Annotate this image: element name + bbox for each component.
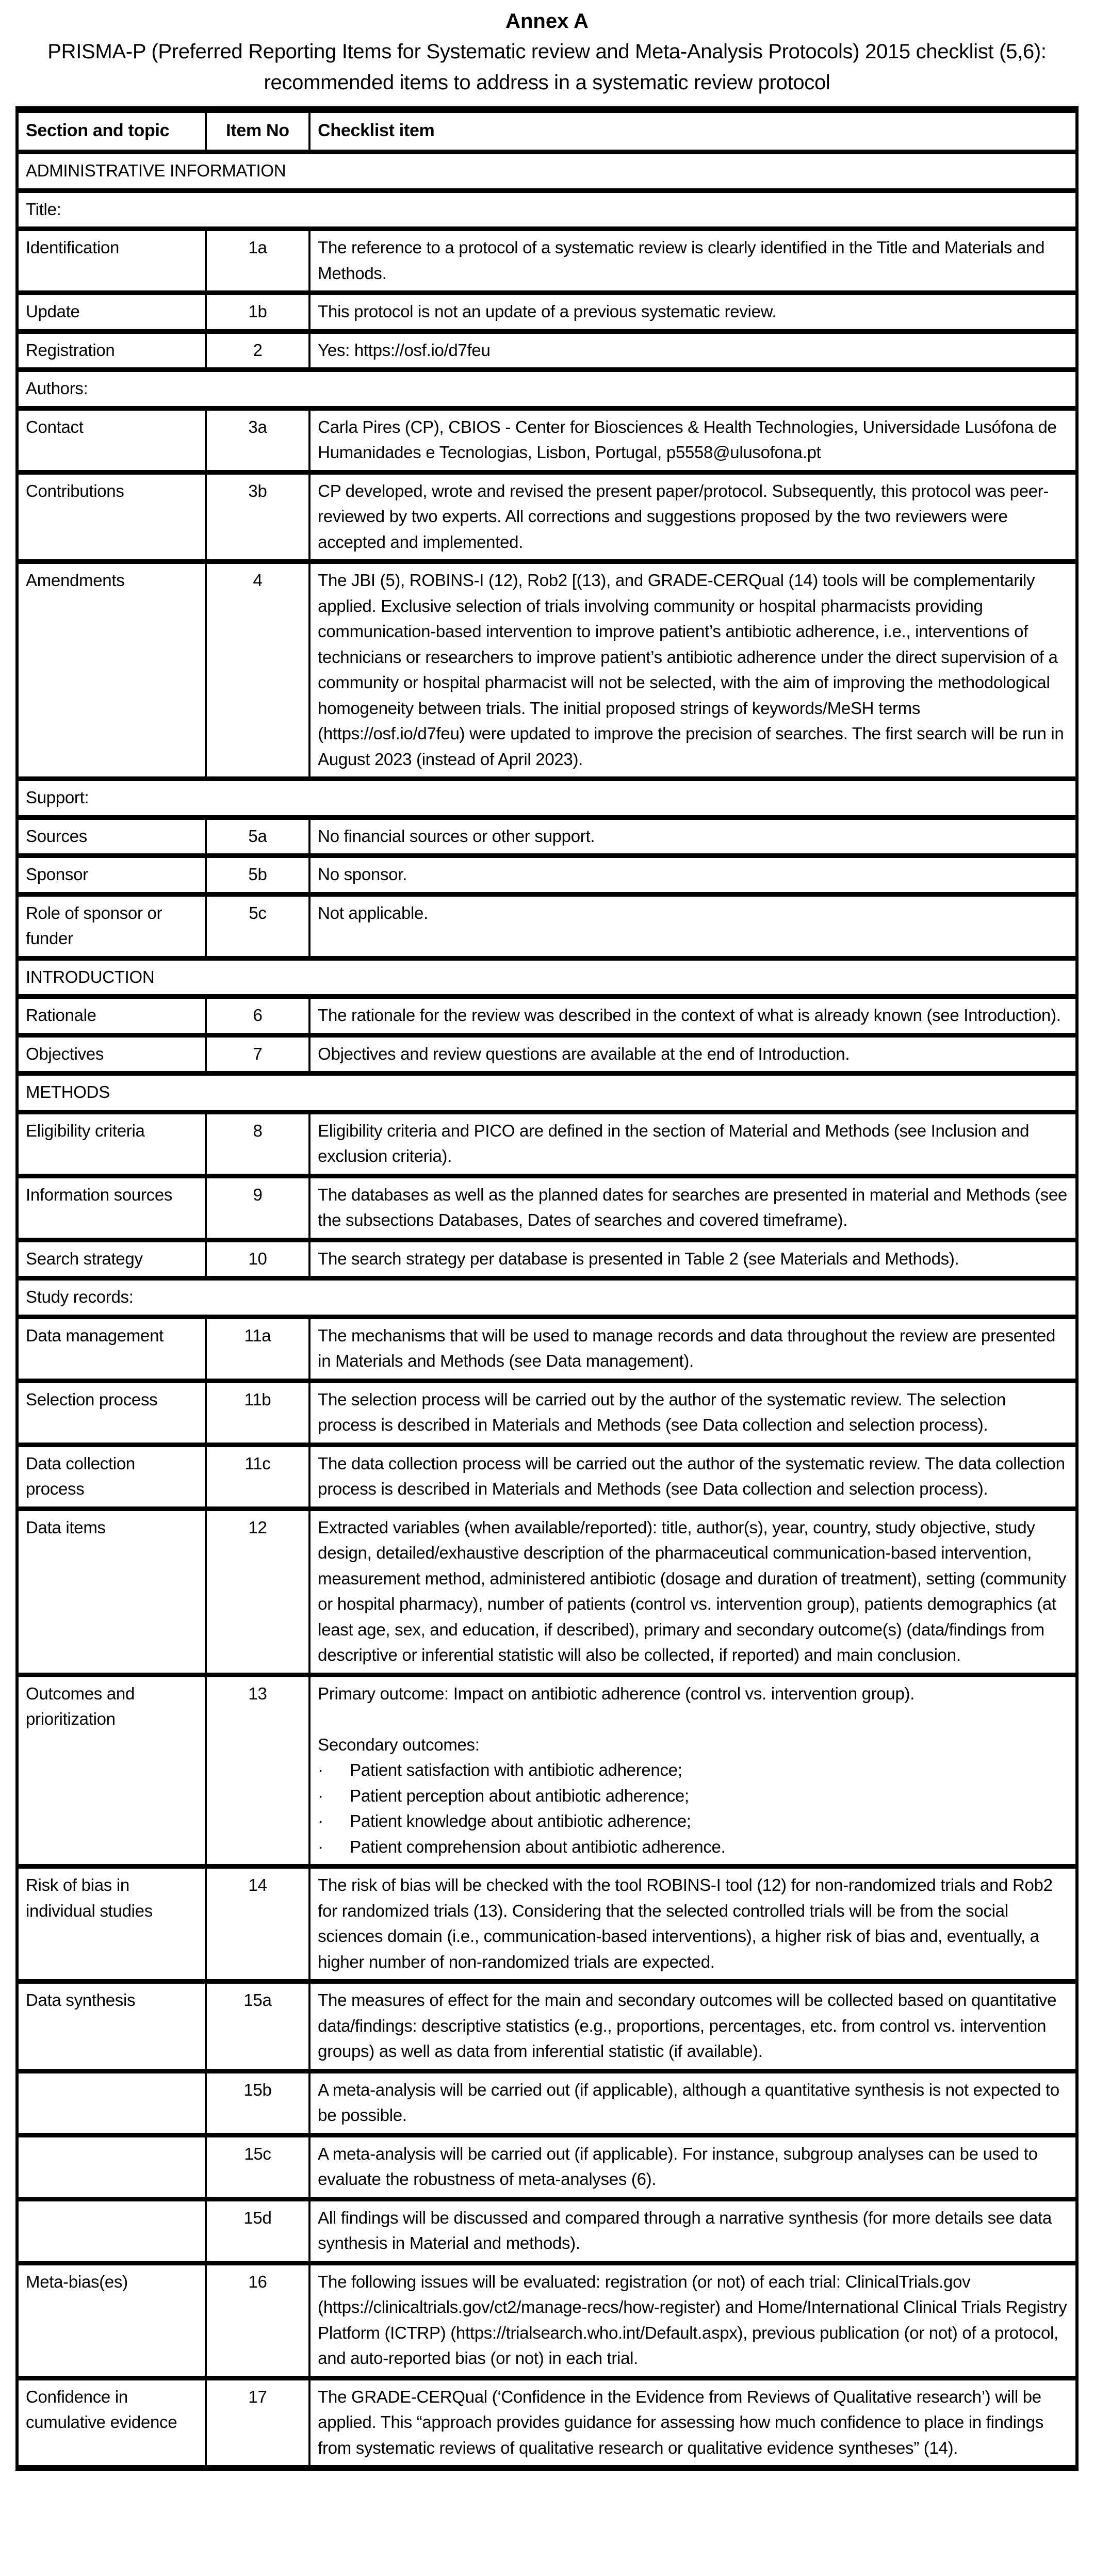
checklist-item-cell: The measures of effect for the main and secondary outcomes will be collected based on quantitative data/findings: descriptive statistics (e.g., proportions, percentages, etc. from control vs. intervention groups) as well as data from inferential statistic (if available). [309, 1982, 1077, 2071]
checklist-item-cell: The mechanisms that will be used to manage records and data throughout the review are presented in Materials and Methods (see Data management). [309, 1317, 1077, 1381]
table-section-row [17, 958, 1077, 997]
item-no-cell: 1b [206, 293, 309, 332]
section-and-topic-cell: Sponsor [17, 856, 206, 895]
item-no-cell: 6 [206, 997, 309, 1035]
section-and-topic-cell: Search strategy [17, 1240, 206, 1278]
section-row-label: Study records: [17, 1278, 1077, 1317]
section-row-label: Title: [17, 190, 1077, 229]
section-and-topic-cell: Selection process [17, 1381, 206, 1445]
bullet-text: Patient knowledge about antibiotic adherence; [350, 1811, 691, 1830]
table-section-row [17, 152, 1077, 191]
table-row [17, 331, 1077, 370]
section-and-topic-cell: Identification [17, 229, 206, 293]
section-and-topic-cell: Sources [17, 817, 206, 856]
checklist-item-cell: The data collection process will be carried out the author of the systematic review. The data collection process is described in Materials and Methods (see Data collection and selection process). [309, 1445, 1077, 1509]
section-and-topic-cell: Registration [17, 331, 206, 370]
bullet-text: Patient perception about antibiotic adherence; [350, 1786, 689, 1805]
section-and-topic-cell: Risk of bias in individual studies [17, 1867, 206, 1982]
table-row [17, 562, 1077, 779]
item-no-cell: 9 [206, 1176, 309, 1240]
column-header-section-and-topic: Section and topic [17, 110, 206, 152]
checklist-item-cell: Yes: https://osf.io/d7feu [309, 331, 1077, 370]
bullet-dot: · [318, 1760, 323, 1779]
section-and-topic-cell: Meta-bias(es) [17, 2263, 206, 2378]
checklist-item-cell: Not applicable. [309, 894, 1077, 958]
section-and-topic-cell: Eligibility criteria [17, 1112, 206, 1176]
table-header-row [17, 110, 1077, 152]
item-no-cell: 13 [206, 1675, 309, 1867]
checklist-item-cell: No sponsor. [309, 856, 1077, 895]
document-title: PRISMA-P (Preferred Reporting Items for Systematic review and Meta-Analysis Protocols) 2015 checklist (5,6): recommended items to address in a systematic review protocol [47, 40, 1047, 94]
checklist-item-cell: A meta-analysis will be carried out (if applicable). For instance, subgroup analyses can be used to evaluate the robustness of meta-analyses (6). [309, 2135, 1077, 2199]
item-no-cell: 4 [206, 562, 309, 779]
checklist-item-cell: Carla Pires (CP), CBIOS - Center for Biosciences & Health Technologies, Universidade Lusófona de Humanidades e Tecnologias, Lisbon, Portugal, p5558@ulusofona.pt [309, 408, 1077, 472]
section-row-label: INTRODUCTION [17, 958, 1077, 997]
checklist-item-cell: Primary outcome: Impact on antibiotic adherence (control vs. intervention group). Secondary outcomes: · Patient satisfaction with antibiotic adherence; · Patient perception about antibiotic adherence; · Patient knowledge about antibiotic adherence; · Patient comprehension about antibiotic adherence. [309, 1675, 1077, 1867]
table-row [17, 229, 1077, 293]
item-no-cell: 15b [206, 2071, 309, 2135]
table-row [17, 997, 1077, 1035]
item-no-cell: 5b [206, 856, 309, 895]
annex-label: Annex A [505, 10, 589, 33]
table-section-row [17, 1074, 1077, 1112]
section-and-topic-cell: Amendments [17, 562, 206, 779]
section-and-topic-cell: Contact [17, 408, 206, 472]
section-row-label: METHODS [17, 1074, 1077, 1112]
section-and-topic-cell: Data management [17, 1317, 206, 1381]
column-header-item-no: Item No [206, 110, 309, 152]
table-row [17, 1317, 1077, 1381]
table-row [17, 408, 1077, 472]
checklist-item-cell: The GRADE-CERQual (‘Confidence in the Evidence from Reviews of Qualitative research’) will be applied. This “approach provides guidance for assessing how much confidence to place in findings from systematic reviews of qualitative research or qualitative evidence syntheses” (14). [309, 2378, 1077, 2468]
section-and-topic-cell: Outcomes and prioritization [17, 1675, 206, 1867]
item-no-cell: 5c [206, 894, 309, 958]
bullet-dot: · [318, 1837, 323, 1856]
item-no-cell: 5a [206, 817, 309, 856]
table-row [17, 1240, 1077, 1278]
item-no-cell: 2 [206, 331, 309, 370]
checklist-item-cell: The rationale for the review was described in the context of what is already known (see Introduction). [309, 997, 1077, 1035]
checklist-item-cell: The JBI (5), ROBINS-I (12), Rob2 [(13), and GRADE-CERQual (14) tools will be complementarily applied. Exclusive selection of trials involving community or hospital pharmacists providing communication-based intervention to improve patient’s antibiotic adherence, i.e., interventions of technicians or researchers to improve patient’s antibiotic adherence under the direct supervision of a community or hospital pharmacist will not be selected, with the aim of improving the methodological homogeneity between trials. The initial proposed strings of keywords/MeSH terms (https://osf.io/d7feu) were updated to improve the precision of searches. The first search will be run in August 2023 (instead of April 2023). [309, 562, 1077, 779]
column-header-checklist-item: Checklist item [309, 110, 1077, 152]
table-row [17, 472, 1077, 562]
section-and-topic-cell: Information sources [17, 1176, 206, 1240]
item-no-cell: 3b [206, 472, 309, 562]
table-row [17, 1675, 1077, 1867]
section-and-topic-cell: Objectives [17, 1035, 206, 1074]
section-and-topic-cell: Role of sponsor or funder [17, 894, 206, 958]
table-row [17, 1035, 1077, 1074]
section-and-topic-cell: Data synthesis [17, 1982, 206, 2071]
bullet-text: Patient satisfaction with antibiotic adherence; [350, 1760, 682, 1779]
checklist-item-cell: The search strategy per database is presented in Table 2 (see Materials and Methods). [309, 1240, 1077, 1278]
item-no-cell: 11b [206, 1381, 309, 1445]
section-and-topic-cell [17, 2071, 206, 2135]
item-no-cell: 11a [206, 1317, 309, 1381]
item-no-cell: 15c [206, 2135, 309, 2199]
section-and-topic-cell: Rationale [17, 997, 206, 1035]
item-no-cell: 11c [206, 1445, 309, 1509]
section-and-topic-cell [17, 2199, 206, 2263]
table-row [17, 1445, 1077, 1509]
item-no-cell: 12 [206, 1509, 309, 1675]
table-section-row [17, 370, 1077, 409]
table-section-row [17, 779, 1077, 818]
item-no-cell: 15a [206, 1982, 309, 2071]
item-no-cell: 16 [206, 2263, 309, 2378]
section-and-topic-cell: Contributions [17, 472, 206, 562]
checklist-item-cell: All findings will be discussed and compared through a narrative synthesis (for more details see data synthesis in Material and methods). [309, 2199, 1077, 2263]
checklist-item-cell: Extracted variables (when available/reported): title, author(s), year, country, study objective, study design, detailed/exhaustive description of the pharmaceutical communication-based intervention, measurement method, administered antibiotic (dosage and duration of treatment), setting (community or hospital pharmacy), number of patients (control vs. intervention group), patients demographics (at least age, sex, and education, if described), primary and secondary outcome(s) (data/findings from descriptive or inferential statistic will also be collected, if reported) and main conclusion. [309, 1509, 1077, 1675]
section-row-label: ADMINISTRATIVE INFORMATION [17, 152, 1077, 191]
item-no-cell: 8 [206, 1112, 309, 1176]
checklist-item-cell: The risk of bias will be checked with the tool ROBINS-I tool (12) for non-randomized trials and Rob2 for randomized trials (13). Considering that the selected controlled trials will be from the social sciences domain (i.e., communication-based interventions), a higher risk of bias and, eventually, a higher number of non-randomized trials are expected. [309, 1867, 1077, 1982]
table-row [17, 2263, 1077, 2378]
checklist-item-cell: The reference to a protocol of a systematic review is clearly identified in the Title and Materials and Methods. [309, 229, 1077, 293]
checklist-item-cell: A meta-analysis will be carried out (if applicable), although a quantitative synthesis is not expected to be possible. [309, 2071, 1077, 2135]
section-and-topic-cell: Update [17, 293, 206, 332]
section-and-topic-cell: Confidence in cumulative evidence [17, 2378, 206, 2468]
item-no-cell: 3a [206, 408, 309, 472]
checklist-item-cell: CP developed, wrote and revised the present paper/protocol. Subsequently, this protocol was peer-reviewed by two experts. All corrections and suggestions proposed by the two reviewers were accepted and implemented. [309, 472, 1077, 562]
table-row [17, 856, 1077, 895]
item-no-cell: 1a [206, 229, 309, 293]
section-and-topic-cell: Data items [17, 1509, 206, 1675]
checklist-item-cell: Objectives and review questions are available at the end of Introduction. [309, 1035, 1077, 1074]
item-no-cell: 10 [206, 1240, 309, 1278]
table-row [17, 894, 1077, 958]
table-row [17, 1509, 1077, 1675]
table-row [17, 2071, 1077, 2135]
item-no-cell: 17 [206, 2378, 309, 2468]
section-and-topic-cell [17, 2135, 206, 2199]
item-no-cell: 14 [206, 1867, 309, 1982]
checklist-item-cell: The following issues will be evaluated: registration (or not) of each trial: ClinicalTrials.gov (https://clinicaltrials.gov/ct2/manage-recs/how-register) and Home/International Clinical Trials Registry Platform (ICTRP) (https://trialsearch.who.int/Default.aspx), previous publication (or not) of a protocol, and auto-reported bias (or not) in each trial. [309, 2263, 1077, 2378]
checklist-item-cell: The databases as well as the planned dates for searches are presented in material and Methods (see the subsections Databases, Dates of searches and covered timeframe). [309, 1176, 1077, 1240]
table-row [17, 1176, 1077, 1240]
bullet-dot: · [318, 1786, 323, 1805]
table-row [17, 2199, 1077, 2263]
table-row [17, 1112, 1077, 1176]
table-row [17, 293, 1077, 332]
table-row [17, 817, 1077, 856]
section-row-label: Authors: [17, 370, 1077, 409]
checklist-item-cell: The selection process will be carried out by the author of the systematic review. The selection process is described in Materials and Methods (see Data collection and selection process). [309, 1381, 1077, 1445]
checklist-item-cell: Eligibility criteria and PICO are defined in the section of Material and Methods (see Inclusion and exclusion criteria). [309, 1112, 1077, 1176]
table-section-row [17, 190, 1077, 229]
table-row [17, 1982, 1077, 2071]
table-row [17, 2378, 1077, 2468]
table-row [17, 2135, 1077, 2199]
item-no-cell: 15d [206, 2199, 309, 2263]
bullet-text: Patient comprehension about antibiotic adherence. [350, 1837, 726, 1856]
checklist-item-cell: This protocol is not an update of a previous systematic review. [309, 293, 1077, 332]
table-row [17, 1381, 1077, 1445]
section-row-label: Support: [17, 779, 1077, 818]
table-section-row [17, 1278, 1077, 1317]
table-row [17, 1867, 1077, 1982]
item-no-cell: 7 [206, 1035, 309, 1074]
checklist-item-cell: No financial sources or other support. [309, 817, 1077, 856]
prisma-p-checklist-table [15, 106, 1079, 2471]
section-and-topic-cell: Data collection process [17, 1445, 206, 1509]
bullet-dot: · [318, 1811, 323, 1830]
